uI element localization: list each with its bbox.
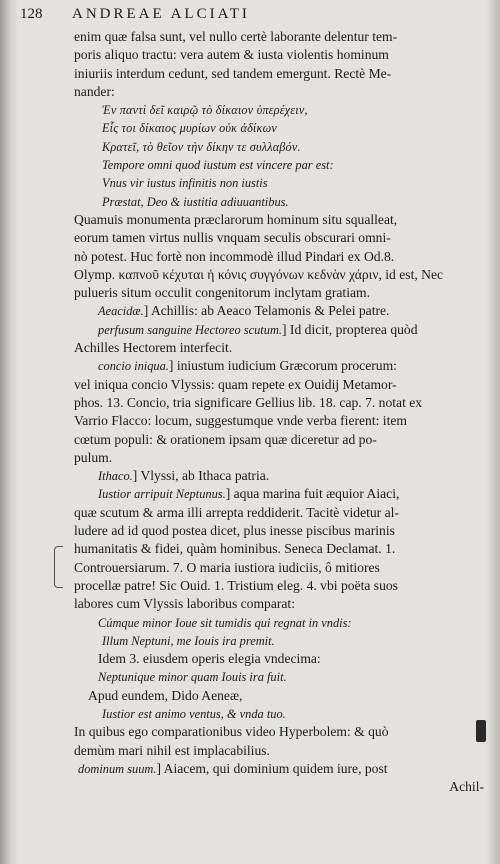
lemma: Iustior arripuit Neptunus.	[98, 487, 226, 502]
running-head: ANDREAE ALCIATI	[72, 6, 250, 22]
text-line: Controuersiarum. 7. O maria iustiora iudiciis, ô mitiores	[74, 559, 380, 575]
text-line: Achilles Hectorem interfecit.	[74, 340, 233, 356]
text-line: pulum.	[74, 449, 113, 465]
text-line: perfusum sanguine Hectoreo scutum.] Id dicit, propterea quòd	[98, 321, 418, 337]
text-line: enim quæ falsa sunt, vel nullo certè laborante delentur tem-	[74, 29, 398, 44]
text-line: Neptunique minor quam Iouis ira fuit.	[98, 670, 287, 685]
text-line: Tempore omni quod iustum est vincere par est:	[102, 158, 334, 173]
text-line: iniuriis interdum cedunt, sed tandem emergunt. Rectè Me-	[74, 65, 392, 81]
text-line: poris aliquo tractu: vera autem & iusta violentis hominum	[74, 47, 389, 63]
page-header	[20, 4, 480, 26]
text-line: Quamuis monumenta præclarorum hominum situ squalleat,	[74, 211, 398, 227]
margin-mark	[476, 720, 486, 742]
page-number: 128	[20, 6, 43, 22]
text-line: Idem 3. eiusdem operis elegia vndecima:	[98, 651, 321, 667]
text-line: Iustior arripuit Neptunus.] aqua marina fuit æquior Aiaci,	[98, 486, 400, 502]
text-line: humanitatis & fidei, quàm hominibus. Seneca Declamat. 1.	[74, 541, 396, 557]
text-line: Εἷς τοι δίκαιος μυρίων οὐκ ἀδίκων	[102, 121, 277, 136]
text-line: nander:	[74, 83, 115, 99]
text-line: quæ scutum & arma illi arrepta reddiderit. Tacitè videtur al-	[74, 504, 399, 520]
lemma: perfusum sanguine Hectoreo scutum.	[98, 322, 282, 337]
text-line: Præstat, Deo & iustitia adiuuantibus.	[102, 194, 289, 209]
text-line: Ἐν παντὶ δεῖ καιρῷ τὸ δίκαιον ὑπερέχειν,	[102, 103, 308, 118]
text-line: Varrio Flacco: locum, suggestumque vnde verba fierent: item	[74, 413, 407, 429]
gutter-shadow	[0, 0, 18, 864]
text-line: ludere ad id quod postea dicet, plus inesse piscibus marinis	[74, 523, 395, 539]
text-line: vel iniqua concio Vlyssis: quam repete ex Ouidij Metamor-	[74, 376, 397, 392]
text-line: nò potest. Huc fortè non incommodè illud Pindari ex Od.8.	[74, 248, 395, 264]
margin-bracket	[54, 546, 63, 588]
text-line: procellæ patre! Sic Ouid. 1. Tristium eleg. 4. vbi poëta suos	[74, 577, 398, 593]
lemma: concio iniqua.	[98, 359, 169, 374]
text-line: concio iniqua.] iniustum iudicium Græcorum procerum:	[98, 358, 397, 374]
text-line: Achil-	[449, 779, 484, 795]
text-line: Olymp. καπνοῦ κέχυται ἡ κόνις συγγόνων κεδνὰν χάριν, id est, Nec	[74, 266, 444, 282]
text-line: pulueris situm occulit congenitorum inclytam gratiam.	[74, 285, 370, 301]
text-line: phos. 13. Concio, tria significare Gellius lib. 18. cap. 7. notat ex	[74, 394, 423, 410]
lemma: Aeacidæ.	[98, 304, 144, 319]
text-line: Aeacidæ.] Achillis: ab Aeaco Telamonis & Pelei patre.	[98, 303, 390, 319]
text-line: cœtum populi: & orationem ipsam quæ diceretur ad po-	[74, 431, 377, 447]
text-line: In quibus ego comparationibus video Hyperbolem: & quò	[74, 724, 389, 740]
text-line: Ithaco.] Vlyssi, ab Ithaca patria.	[98, 468, 270, 484]
text-line: Cúmque minor Ioue sit tumidis qui regnat in vndis:	[98, 615, 352, 630]
body-text	[74, 28, 486, 796]
text-line: Apud eundem, Dido Aeneæ,	[88, 687, 243, 703]
text-line: eorum tamen virtus nullis vnquam seculis obscurari omni-	[74, 230, 391, 246]
lemma: Ithaco.	[98, 469, 133, 484]
text-line: demùm mari nihil est implacabilius.	[74, 742, 270, 758]
edge-shadow	[486, 0, 500, 864]
text-line: Illum Neptuni, me Iouis ira premit.	[102, 633, 275, 648]
lemma: dominum suum.	[78, 761, 157, 776]
text-line: dominum suum.] Aiacem, qui dominium quidem iure, post	[78, 760, 388, 776]
text-line: Vnus vir iustus infinitis non iustis	[102, 176, 268, 191]
text-line: Κρατεῖ, τὸ θεῖον τὴν δίκην τε συλλαβόν.	[102, 139, 301, 154]
text-line: Iustior est animo ventus, & vnda tuo.	[102, 706, 286, 721]
text-line: labores cum Vlyssis laboribus comparat:	[74, 596, 295, 612]
